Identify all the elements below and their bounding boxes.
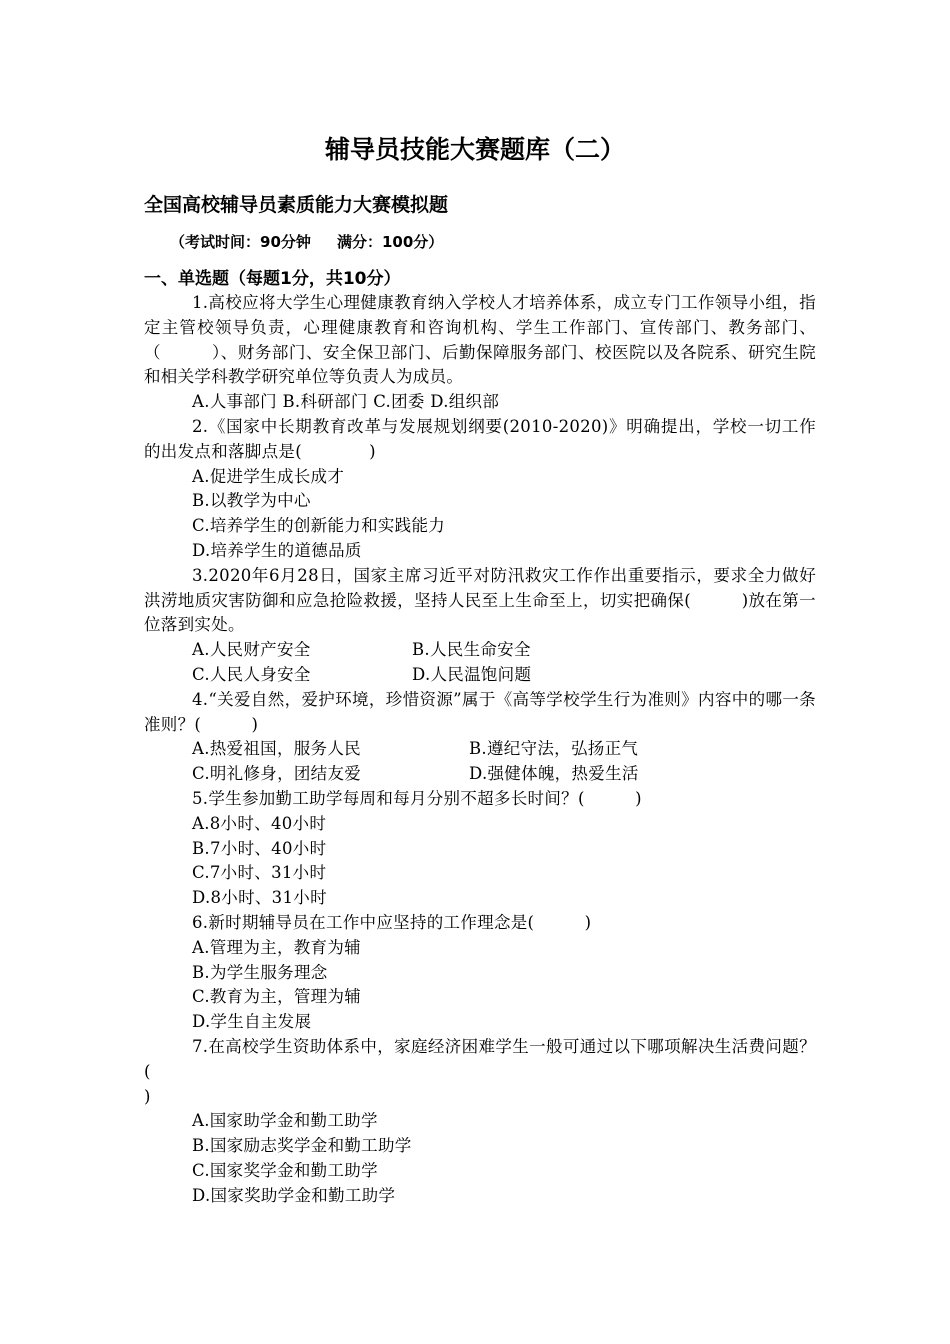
question-5-option-d: D.8小时、31小时 bbox=[192, 888, 327, 908]
question-2-option-d: D.培养学生的道德品质 bbox=[192, 540, 362, 560]
question-5-option-c: C.7小时、31小时 bbox=[192, 863, 327, 883]
exam-info: （考试时间：90分钟 满分：100分） bbox=[170, 233, 444, 251]
question-7-option-b: B.国家励志奖学金和勤工助学 bbox=[192, 1136, 412, 1156]
question-5-option-b: B.7小时、40小时 bbox=[192, 838, 327, 858]
question-4-option-d: D.强健体魄，热爱生活 bbox=[469, 764, 639, 784]
question-3-option-a: A.人民财产安全 bbox=[192, 640, 311, 660]
question-6-option-a: A.管理为主，教育为辅 bbox=[192, 937, 361, 957]
question-2-option-b: B.以教学为中心 bbox=[192, 491, 311, 511]
question-7-option-a: A.国家助学金和勤工助学 bbox=[192, 1111, 378, 1131]
question-4-stem: 4.“关爱自然，爱护环境，珍惜资源”属于《高等学校学生行为准则》内容中的哪一条准则？( ) bbox=[144, 689, 816, 734]
question-4-option-a: A.热爱祖国，服务人民 bbox=[192, 739, 361, 759]
question-6-stem: 6.新时期辅导员在工作中应坚持的工作理念是( ) bbox=[192, 912, 592, 932]
question-7-stem-end: ) bbox=[144, 1086, 151, 1106]
question-3-stem: 3.2020年6月28日，国家主席习近平对防汛救灾工作作出重要指示，要求全力做好洪涝地质灾害防御和应急抢险救援，坚持人民至上生命至上，切实把确保( )放在第一位落到实处。 bbox=[144, 565, 816, 635]
question-list bbox=[144, 291, 816, 1208]
question-2-stem: 2.《国家中长期教育改革与发展规划纲要(2010-2020)》明确提出，学校一切工作的出发点和落脚点是( ) bbox=[144, 416, 816, 461]
question-6-option-d: D.学生自主发展 bbox=[192, 1012, 312, 1032]
section-heading-single-choice: 一、单选题（每题1分，共10分） bbox=[144, 269, 401, 289]
question-7-option-d: D.国家奖助学金和勤工助学 bbox=[192, 1185, 396, 1205]
document-title: 辅导员技能大赛题库（二） bbox=[324, 135, 625, 164]
question-6-option-c: C.教育为主，管理为辅 bbox=[192, 987, 362, 1007]
question-3-option-c: C.人民人身安全 bbox=[192, 664, 311, 684]
question-4-option-c: C.明礼修身，团结友爱 bbox=[192, 764, 362, 784]
question-5-option-a: A.8小时、40小时 bbox=[192, 813, 327, 833]
question-1-options: A.人事部门 B.科研部门 C.团委 D.组织部 bbox=[192, 392, 500, 412]
question-5-stem: 5.学生参加勤工助学每周和每月分别不超多长时间？( ) bbox=[192, 788, 642, 808]
question-3-options-row-1 bbox=[192, 638, 816, 663]
question-7-option-c: C.国家奖学金和勤工助学 bbox=[192, 1160, 378, 1180]
question-4-option-b: B.遵纪守法，弘扬正气 bbox=[469, 739, 639, 759]
document-subtitle: 全国高校辅导员素质能力大赛模拟题 bbox=[144, 194, 449, 216]
question-3-option-b: B.人民生命安全 bbox=[412, 640, 531, 660]
question-3-options-row-2 bbox=[192, 663, 816, 688]
question-4-options-row-2 bbox=[192, 762, 816, 787]
question-1-stem: 1.高校应将大学生心理健康教育纳入学校人才培养体系，成立专门工作领导小组，指定主管校领导负责，心理健康教育和咨询机构、学生工作部门、宣传部门、教务部门、（ ）、财务部门、安全保卫部门、后勤保障服务部门、校医院以及各院系、研究生院和相关学科教学研究单位等负责人为成员。 bbox=[144, 293, 816, 387]
question-2-option-c: C.培养学生的创新能力和实践能力 bbox=[192, 516, 446, 536]
question-7-stem: 7.在高校学生资助体系中，家庭经济困难学生一般可通过以下哪项解决生活费问题？( bbox=[144, 1036, 816, 1081]
question-3-option-d: D.人民温饱问题 bbox=[412, 664, 532, 684]
question-6-option-b: B.为学生服务理念 bbox=[192, 962, 328, 982]
question-2-option-a: A.促进学生成长成才 bbox=[192, 466, 345, 486]
question-4-options-row-1 bbox=[192, 737, 816, 762]
